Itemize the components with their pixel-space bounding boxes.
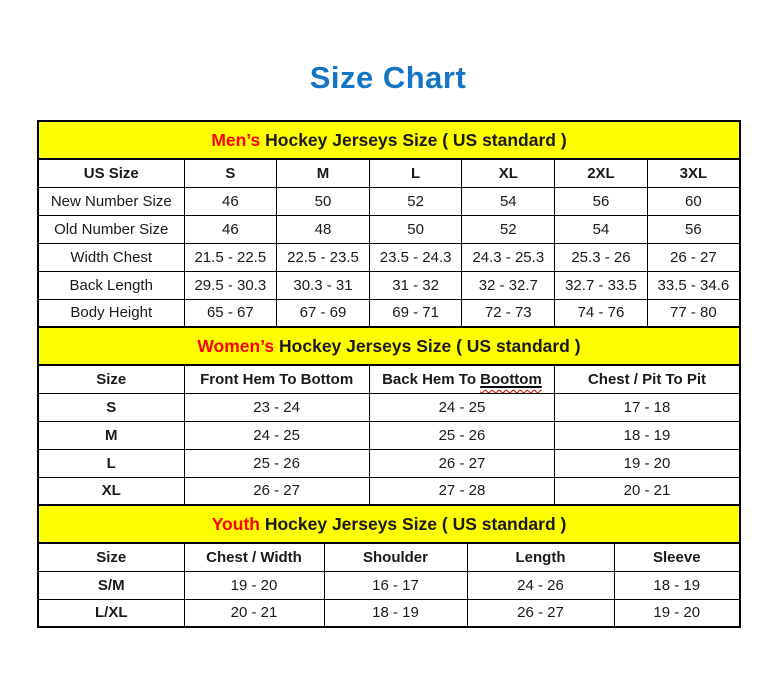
womens-row-label: M (38, 421, 184, 449)
womens-row-label: L (38, 449, 184, 477)
mens-col-header-6: 3XL (647, 159, 740, 187)
mens-col-header-4: XL (462, 159, 555, 187)
mens-cell-value: 67 - 69 (277, 299, 370, 327)
mens-size-table (37, 120, 741, 328)
womens-cell-value: 25 - 26 (184, 449, 369, 477)
mens-cell-value: 54 (462, 187, 555, 215)
womens-cell-value: 18 - 19 (555, 421, 740, 449)
youth-title-accent: Youth (211, 513, 260, 534)
mens-col-header-0: US Size (38, 159, 184, 187)
womens-column-header-row (38, 365, 740, 393)
mens-row-label: Width Chest (38, 243, 184, 271)
mens-row-label: Back Length (38, 271, 184, 299)
mens-cell-value: 60 (647, 187, 740, 215)
mens-cell-value: 29.5 - 30.3 (184, 271, 277, 299)
youth-cell-value: 18 - 19 (324, 599, 467, 627)
mens-cell-value: 26 - 27 (647, 243, 740, 271)
page-title: Size Chart (309, 60, 467, 95)
youth-cell-value: 16 - 17 (324, 571, 467, 599)
youth-col-header-3: Length (467, 543, 614, 571)
womens-cell-value: 23 - 24 (184, 393, 369, 421)
mens-cell-value: 22.5 - 23.5 (277, 243, 370, 271)
womens-cell-value: 24 - 25 (369, 393, 554, 421)
womens-cell-value: 26 - 27 (184, 477, 369, 505)
womens-col-header-3: Chest / Pit To Pit (555, 365, 740, 393)
womens-cell-value: 27 - 28 (369, 477, 554, 505)
womens-title-rest: Hockey Jerseys Size ( US standard ) (274, 335, 581, 356)
mens-cell-value: 32.7 - 33.5 (555, 271, 648, 299)
mens-cell-value: 32 - 32.7 (462, 271, 555, 299)
youth-col-header-4: Sleeve (614, 543, 740, 571)
mens-title-rest: Hockey Jerseys Size ( US standard ) (260, 129, 567, 150)
size-chart-tables (37, 120, 739, 628)
mens-cell-value: 50 (369, 215, 462, 243)
womens-row-s (38, 393, 740, 421)
womens-cell-value: 17 - 18 (555, 393, 740, 421)
womens-title-accent: Women’s (197, 335, 275, 356)
mens-row-back-length (38, 271, 740, 299)
mens-row-label: New Number Size (38, 187, 184, 215)
mens-section-title (38, 121, 740, 159)
mens-cell-value: 23.5 - 24.3 (369, 243, 462, 271)
youth-col-header-0: Size (38, 543, 184, 571)
youth-row-s-m (38, 571, 740, 599)
mens-cell-value: 69 - 71 (369, 299, 462, 327)
womens-cell-value: 19 - 20 (555, 449, 740, 477)
womens-col-header-2: Back Hem To Boottom (369, 365, 554, 393)
youth-cell-value: 20 - 21 (184, 599, 324, 627)
mens-cell-value: 46 (184, 215, 277, 243)
mens-col-header-5: 2XL (555, 159, 648, 187)
womens-size-table (37, 326, 741, 506)
youth-col-header-2: Shoulder (324, 543, 467, 571)
mens-col-header-3: L (369, 159, 462, 187)
mens-row-width-chest (38, 243, 740, 271)
mens-row-body-height (38, 299, 740, 327)
mens-title-accent: Men’s (211, 129, 261, 150)
mens-cell-value: 54 (555, 215, 648, 243)
mens-cell-value: 21.5 - 22.5 (184, 243, 277, 271)
mens-cell-value: 30.3 - 31 (277, 271, 370, 299)
mens-cell-value: 52 (462, 215, 555, 243)
womens-cell-value: 26 - 27 (369, 449, 554, 477)
womens-row-label: S (38, 393, 184, 421)
mens-cell-value: 46 (184, 187, 277, 215)
mens-row-label: Body Height (38, 299, 184, 327)
youth-col-header-1: Chest / Width (184, 543, 324, 571)
womens-cell-value: 24 - 25 (184, 421, 369, 449)
mens-col-header-1: S (184, 159, 277, 187)
mens-cell-value: 48 (277, 215, 370, 243)
youth-column-header-row (38, 543, 740, 571)
womens-row-xl (38, 477, 740, 505)
youth-title-rest: Hockey Jerseys Size ( US standard ) (259, 513, 567, 534)
mens-cell-value: 77 - 80 (647, 299, 740, 327)
youth-section-title (38, 505, 740, 543)
mens-col-header-2: M (277, 159, 370, 187)
youth-row-label: L/XL (38, 599, 184, 627)
womens-row-l (38, 449, 740, 477)
youth-row-l-xl (38, 599, 740, 627)
youth-size-table (37, 504, 741, 628)
mens-cell-value: 52 (369, 187, 462, 215)
mens-cell-value: 72 - 73 (462, 299, 555, 327)
mens-cell-value: 56 (555, 187, 648, 215)
mens-cell-value: 56 (647, 215, 740, 243)
mens-row-old-number-size (38, 215, 740, 243)
mens-cell-value: 24.3 - 25.3 (462, 243, 555, 271)
mens-cell-value: 65 - 67 (184, 299, 277, 327)
womens-cell-value: 25 - 26 (369, 421, 554, 449)
mens-cell-value: 25.3 - 26 (555, 243, 648, 271)
mens-cell-value: 50 (277, 187, 370, 215)
youth-cell-value: 19 - 20 (614, 599, 740, 627)
youth-cell-value: 24 - 26 (467, 571, 614, 599)
youth-cell-value: 18 - 19 (614, 571, 740, 599)
mens-cell-value: 74 - 76 (555, 299, 648, 327)
womens-row-label: XL (38, 477, 184, 505)
youth-row-label: S/M (38, 571, 184, 599)
youth-cell-value: 19 - 20 (184, 571, 324, 599)
youth-section-header-row (38, 505, 740, 543)
mens-row-label: Old Number Size (38, 215, 184, 243)
mens-row-new-number-size (38, 187, 740, 215)
womens-col-header-1: Front Hem To Bottom (184, 365, 369, 393)
womens-section-title (38, 327, 740, 365)
mens-column-header-row (38, 159, 740, 187)
womens-section-header-row (38, 327, 740, 365)
womens-row-m (38, 421, 740, 449)
womens-col-header-0: Size (38, 365, 184, 393)
mens-cell-value: 33.5 - 34.6 (647, 271, 740, 299)
spellcheck-squiggle-word: Boottom (480, 370, 542, 388)
mens-section-header-row (38, 121, 740, 159)
womens-cell-value: 20 - 21 (555, 477, 740, 505)
mens-cell-value: 31 - 32 (369, 271, 462, 299)
youth-cell-value: 26 - 27 (467, 599, 614, 627)
